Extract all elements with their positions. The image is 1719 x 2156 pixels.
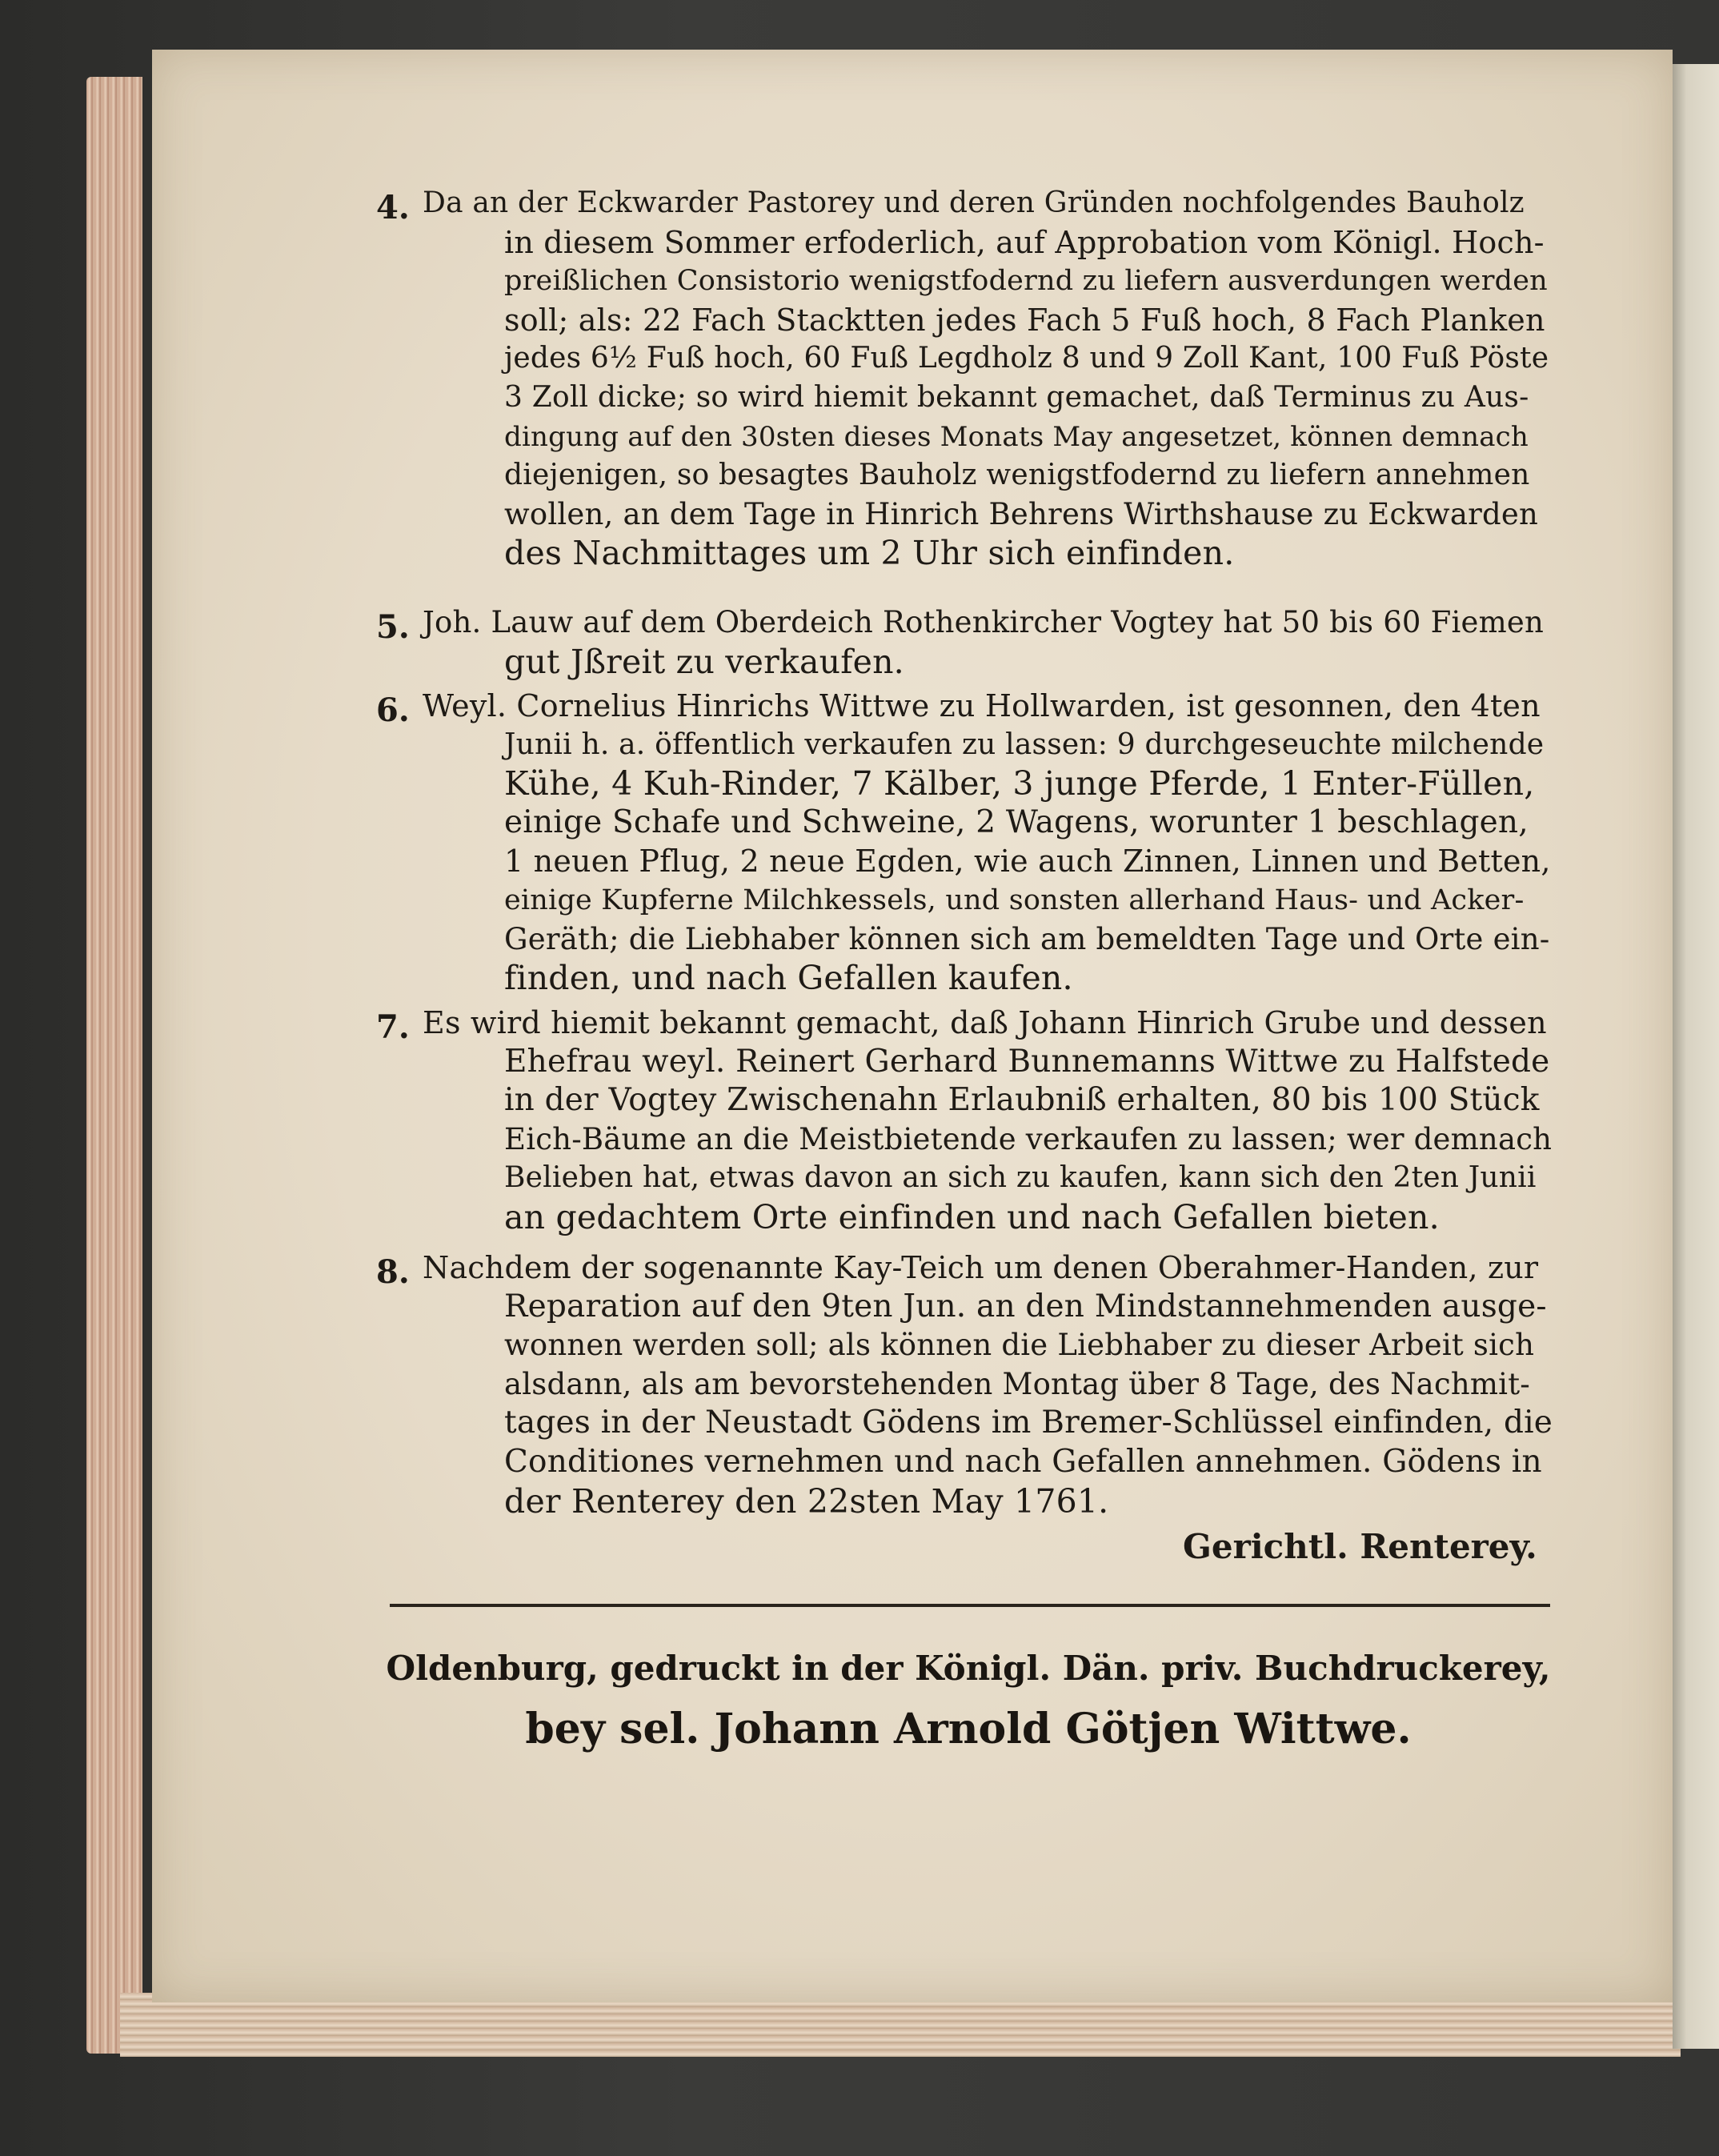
text-line: Nachdem der sogenannte Kay-Teich um denen Oberahmer-Handen, zur xyxy=(423,1250,1539,1285)
signature: Gerichtl. Renterey. xyxy=(1183,1527,1537,1566)
text-line: gut Jßreit zu verkaufen. xyxy=(504,642,904,681)
item-number: 7. xyxy=(376,1008,410,1046)
text-line: Eich-Bäume an die Meistbietende verkaufen zu lassen; wer demnach xyxy=(504,1121,1553,1156)
text-line: diejenigen, so besagtes Bauholz wenigstfodernd zu liefern annehmen xyxy=(504,459,1530,492)
text-line: finden, und nach Gefallen kaufen. xyxy=(504,959,1073,998)
text-line: der Renterey den 22sten May 1761. xyxy=(504,1481,1109,1521)
text-line: 1 neuen Pflug, 2 neue Egden, wie auch Zinnen, Linnen und Betten, xyxy=(504,844,1551,880)
text-line: Reparation auf den 9ten Jun. an den Mindstannehmenden ausge- xyxy=(504,1288,1547,1324)
text-line: Kühe, 4 Kuh-Rinder, 7 Kälber, 3 junge Pferde, 1 Enter-Füllen, xyxy=(504,764,1535,803)
text-line: 3 Zoll dicke; so wird hiemit bekannt gemachet, daß Terminus zu Aus- xyxy=(504,381,1529,414)
item-number: 6. xyxy=(376,691,410,729)
text-line: an gedachtem Orte einfinden und nach Gefallen bieten. xyxy=(504,1198,1440,1236)
text-line: einige Schafe und Schweine, 2 Wagens, worunter 1 beschlagen, xyxy=(504,803,1529,840)
page-stack-bottom xyxy=(120,1993,1681,2057)
text-line: tages in der Neustadt Gödens im Bremer-Schlüssel einfinden, die xyxy=(504,1405,1553,1441)
text-line: soll; als: 22 Fach Stacktten jedes Fach 5 Fuß hoch, 8 Fach Planken xyxy=(504,302,1545,338)
text-line: jedes 6½ Fuß hoch, 60 Fuß Legdholz 8 und 9 Zoll Kant, 100 Fuß Pöste xyxy=(504,342,1549,375)
imprint-line-2: bey sel. Johann Arnold Götjen Wittwe. xyxy=(525,1705,1412,1753)
separator-rule xyxy=(390,1604,1550,1607)
page-stack-edges xyxy=(86,77,142,2054)
text-line: des Nachmittages um 2 Uhr sich einfinden. xyxy=(504,534,1235,573)
text-line: in der Vogtey Zwischenahn Erlaubniß erhalten, 80 bis 100 Stück xyxy=(504,1082,1540,1119)
text-line: wollen, an dem Tage in Hinrich Behrens Wirthshause zu Eckwarden xyxy=(504,496,1539,531)
text-line: Junii h. a. öffentlich verkaufen zu lassen: 9 durchgeseuchte milchende xyxy=(504,727,1545,761)
text-line: Geräth; die Liebhaber können sich am bemeldten Tage und Orte ein- xyxy=(504,921,1550,956)
text-line: wonnen werden soll; als können die Liebhaber zu dieser Arbeit sich xyxy=(504,1328,1535,1363)
text-line: alsdann, als am bevorstehenden Montag über 8 Tage, des Nachmit- xyxy=(504,1366,1530,1401)
item-number: 8. xyxy=(376,1253,410,1291)
text-line: Da an der Eckwarder Pastorey und deren Gründen nochfolgendes Bauholz xyxy=(423,186,1525,219)
item-number: 4. xyxy=(376,189,410,226)
text-line: Es wird hiemit bekannt gemacht, daß Johann Hinrich Grube und dessen xyxy=(423,1005,1547,1040)
text-line: preißlichen Consistorio wenigstfodernd zu liefern ausverdungen werden xyxy=(504,265,1548,298)
text-line: Conditiones vernehmen und nach Gefallen annehmen. Gödens in xyxy=(504,1444,1542,1480)
text-line: in diesem Sommer erfoderlich, auf Approbation vom Königl. Hoch- xyxy=(504,224,1545,260)
item-number: 5. xyxy=(376,608,410,646)
text-line: Belieben hat, etwas davon an sich zu kaufen, kann sich den 2ten Junii xyxy=(504,1161,1537,1195)
facing-page-edge xyxy=(1673,64,1719,2049)
text-line: dingung auf den 30sten dieses Monats May angesetzet, können demnach xyxy=(504,420,1529,453)
text-line: einige Kupferne Milchkessels, und sonsten allerhand Haus- und Acker- xyxy=(504,884,1525,916)
text-line: Ehefrau weyl. Reinert Gerhard Bunnemanns Wittwe zu Halfstede xyxy=(504,1043,1550,1080)
text-line: Joh. Lauw auf dem Oberdeich Rothenkircher Vogtey hat 50 bis 60 Fiemen xyxy=(423,605,1545,639)
text-line: Weyl. Cornelius Hinrichs Wittwe zu Hollwarden, ist gesonnen, den 4ten xyxy=(423,688,1541,723)
imprint-line-1: Oldenburg, gedruckt in der Königl. Dän. priv. Buchdruckerey, xyxy=(386,1649,1551,1688)
